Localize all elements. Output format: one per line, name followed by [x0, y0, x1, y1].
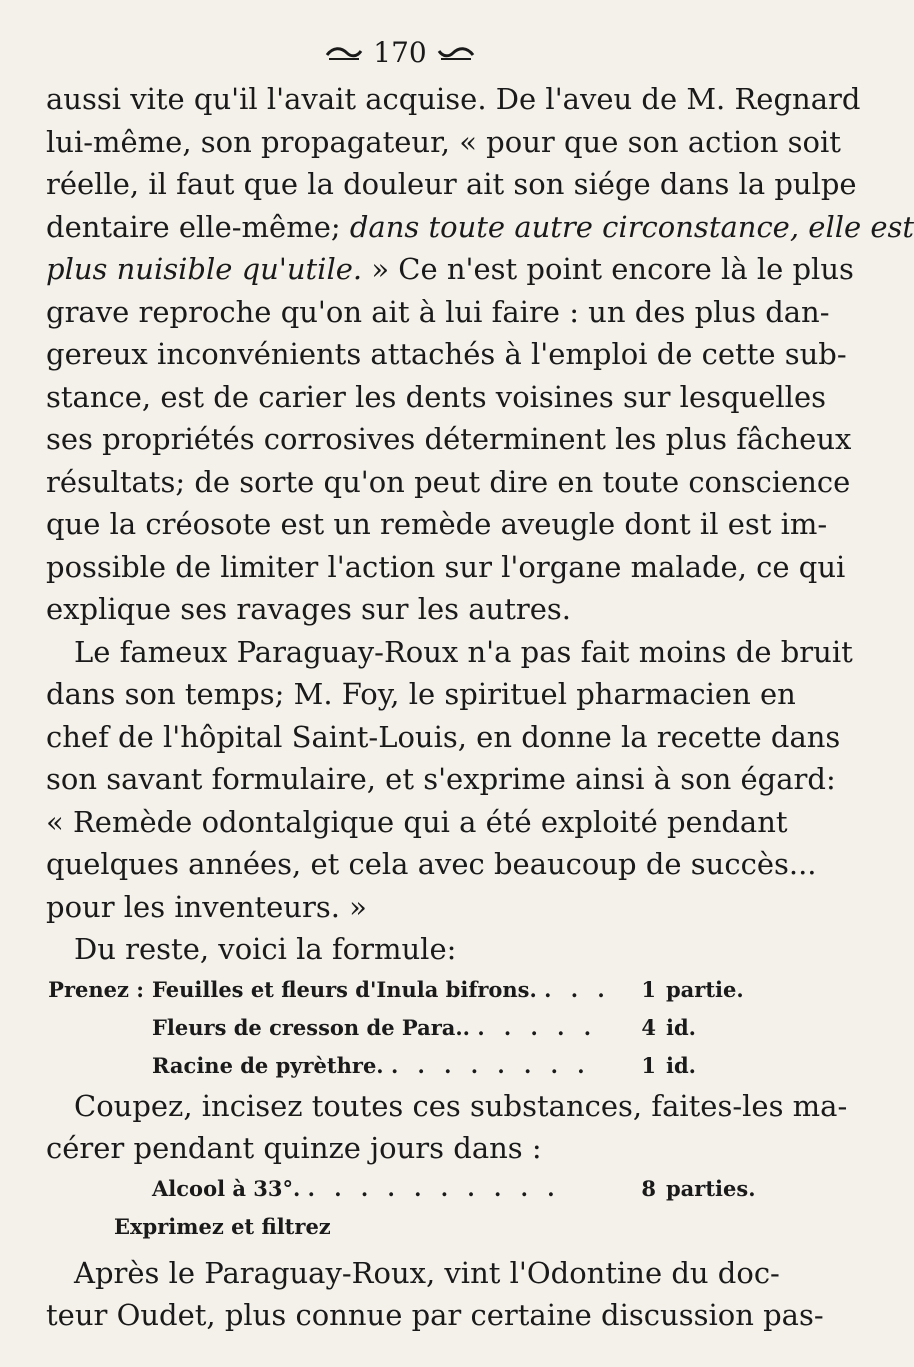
text-line: dans son temps; M. Foy, le spirituel pharmacien en [46, 677, 796, 711]
recipe-row [46, 1170, 756, 1208]
recipe-unit: id. [666, 1014, 696, 1040]
recipe-row [46, 971, 756, 1009]
text-line: grave reproche qu'on ait à lui faire : un des plus dan- [46, 294, 830, 329]
recipe-row [46, 1009, 756, 1047]
text-line: explique ses ravages sur les autres. [46, 592, 571, 626]
text-line: « Remède odontalgique qui a été exploité pendant [46, 804, 788, 839]
text-line: pour les inventeurs. » [46, 889, 367, 924]
page-header [0, 36, 800, 69]
text-line: cérer pendant quinze jours dans : [46, 1131, 542, 1165]
quote-italic: dans toute autre circonstance, elle est [349, 209, 914, 244]
recipe-lead: Prenez : [48, 976, 144, 1002]
quote-italic: plus nuisible qu'utile. [46, 252, 363, 286]
recipe-qty: 4 [641, 1014, 656, 1040]
recipe-row [46, 1047, 756, 1085]
recipe-qty: 1 [641, 976, 656, 1002]
text-line [46, 248, 854, 291]
text-line: Coupez, incisez toutes ces substances, faites-les ma- [74, 1088, 848, 1123]
recipe-qty: 1 [641, 1052, 656, 1078]
recipe-item: Feuilles et fleurs d'Inula bifrons. . . . [152, 976, 611, 1002]
recipe-unit: id. [666, 1052, 696, 1078]
text-line: gereux inconvénients attachés à l'emploi de cette sub- [46, 337, 847, 371]
recipe-qty: 8 [641, 1175, 656, 1201]
recipe-item: Fleurs de cresson de Para.. . . . . . [152, 1014, 598, 1040]
text-line: ses propriétés corrosives déterminent les plus fâcheux [46, 422, 852, 456]
text-line: son savant formulaire, et s'exprime ainsi à son égard: [46, 762, 836, 796]
maceration-list [46, 1170, 756, 1246]
text-line: lui-même, son propagateur, « pour que son action soit [46, 124, 841, 159]
text-line: chef de l'hôpital Saint-Louis, en donne la recette dans [46, 719, 841, 754]
recipe-note: Exprimez et filtrez [114, 1213, 331, 1239]
text-line: teur Oudet, plus connue par certaine discussion pas- [46, 1298, 824, 1332]
left-ornament-icon [325, 43, 363, 63]
recipe-unit: partie. [666, 976, 744, 1002]
text-line [46, 206, 914, 249]
text-line: quelques années, et cela avec beaucoup de succès... [46, 847, 817, 881]
text-line: aussi vite qu'il l'avait acquise. De l'aveu de M. Regnard [46, 82, 861, 116]
recipe-note-row [46, 1208, 756, 1246]
recipe-unit: parties. [666, 1175, 756, 1201]
text-line: réelle, il faut que la douleur ait son siége dans la pulpe [46, 167, 857, 201]
text-line: possible de limiter l'action sur l'organe malade, ce qui [46, 549, 846, 584]
recipe-list [46, 971, 756, 1085]
main-text [46, 78, 914, 1337]
text-line: que la créosote est un remède aveugle dont il est im- [46, 507, 828, 541]
recipe-item: Racine de pyrèthre. . . . . . . . . [152, 1052, 591, 1078]
text-line: Le fameux Paraguay-Roux n'a pas fait moins de bruit [74, 634, 853, 669]
text-segment: » Ce n'est point encore là le plus [371, 252, 854, 286]
page-number: 170 [373, 36, 427, 69]
text-line: Après le Paraguay-Roux, vint l'Odontine du doc- [74, 1255, 780, 1290]
text-line: résultats; de sorte qu'on peut dire en toute conscience [46, 464, 851, 499]
right-ornament-icon [437, 43, 475, 63]
text-line: Du reste, voici la formule: [74, 932, 457, 966]
text-line: stance, est de carier les dents voisines sur lesquelles [46, 379, 826, 414]
recipe-item: Alcool à 33°. . . . . . . . . . . [152, 1175, 561, 1201]
text-segment: dentaire elle-même; [46, 209, 341, 244]
